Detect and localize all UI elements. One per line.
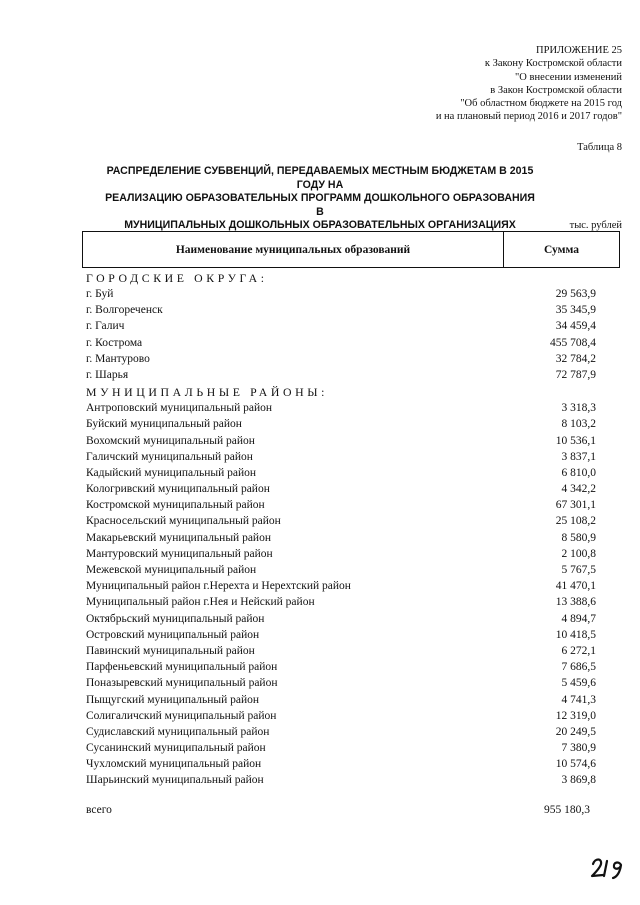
total-label: всего [86, 804, 112, 816]
municipality-name: Кадыйский муниципальный район [86, 466, 257, 479]
municipality-name: Павинский муниципальный район [86, 644, 255, 657]
table-row [86, 286, 626, 302]
table-row [86, 302, 626, 318]
title-line: МУНИЦИПАЛЬНЫХ ДОШКОЛЬНЫХ ОБРАЗОВАТЕЛЬНЫХ ОРГАНИЗАЦИЯХ [124, 219, 516, 232]
subsidy-amount: 35 345,9 [555, 304, 596, 317]
municipality-name: г. Галич [86, 320, 125, 333]
table-row [86, 627, 626, 643]
subsidy-amount: 12 319,0 [555, 709, 596, 722]
table-header [82, 231, 620, 268]
municipality-name: Сусанинский муниципальный район [86, 742, 266, 755]
appendix-line: "О внесении изменений [515, 71, 622, 83]
municipality-name: Парфеньевский муниципальный район [86, 661, 278, 674]
units-label: тыс. рублей [569, 220, 622, 231]
table-row [86, 513, 626, 529]
table-row [86, 497, 626, 513]
table-row [86, 400, 626, 416]
table-row [86, 465, 626, 481]
table-row [86, 692, 626, 708]
table-row [86, 675, 626, 691]
table-row [86, 546, 626, 562]
subsidy-amount: 5 459,6 [561, 677, 596, 690]
appendix-line: и на плановый период 2016 и 2017 годов" [435, 111, 622, 123]
appendix-note [292, 44, 622, 124]
header-sum: Сумма [544, 243, 579, 256]
subsidy-amount: 20 249,5 [555, 725, 596, 738]
header-name: Наименование муниципальных образований [83, 232, 504, 267]
subsidy-amount: 7 380,9 [561, 742, 596, 755]
municipality-name: Муниципальный район г.Нерехта и Нерехтский район [86, 580, 351, 593]
subsidy-amount: 34 459,4 [555, 320, 596, 333]
subsidy-amount: 3 869,8 [561, 774, 596, 787]
subsidy-amount: 2 100,8 [561, 547, 596, 560]
municipality-name: Поназыревский муниципальный район [86, 677, 278, 690]
title-line: РАСПРЕДЕЛЕНИЕ СУБВЕНЦИЙ, ПЕРЕДАВАЕМЫХ МЕСТНЫМ БЮДЖЕТАМ В 2015 ГОДУ НА [106, 165, 534, 191]
table-row [86, 530, 626, 546]
subsidy-amount: 8 103,2 [561, 418, 596, 431]
municipality-name: Кологривский муниципальный район [86, 483, 270, 496]
table-row [86, 562, 626, 578]
municipality-name: Межевской муниципальный район [86, 564, 257, 576]
section-heading: МУНИЦИПАЛЬНЫЕ РАЙОНЫ: [86, 385, 328, 400]
subsidy-amount: 41 470,1 [555, 580, 596, 593]
table-row [86, 433, 626, 449]
appendix-line: к Закону Костромской области [484, 58, 622, 70]
municipality-name: Островский муниципальный район [86, 628, 260, 641]
subsidy-amount: 6 272,1 [561, 644, 596, 657]
table-number: Таблица 8 [577, 142, 622, 153]
table-row [86, 756, 626, 772]
document-title [100, 165, 540, 233]
subsidy-amount: 7 686,5 [561, 661, 596, 674]
table-row [86, 481, 626, 497]
municipality-name: Макарьевский муниципальный район [86, 531, 271, 544]
table-row [86, 367, 626, 383]
table-row [86, 351, 626, 367]
subsidy-amount: 10 536,1 [555, 434, 596, 447]
total-sum: 955 180,3 [544, 804, 590, 816]
table-row [86, 659, 626, 675]
subsidy-amount: 32 784,2 [555, 352, 596, 365]
municipality-name: г. Шарья [86, 368, 129, 381]
municipality-name: г. Буй [86, 288, 114, 300]
municipality-name: Шарьинский муниципальный район [86, 774, 264, 787]
table-row [86, 335, 626, 351]
municipality-name: г. Кострома [86, 336, 143, 349]
subsidy-amount: 25 108,2 [555, 515, 596, 528]
table-row [86, 708, 626, 724]
subsidy-amount: 4 741,3 [561, 693, 596, 706]
table-row [86, 594, 626, 610]
subsidy-amount: 455 708,4 [550, 336, 596, 349]
subsidy-amount: 6 810,0 [561, 466, 596, 479]
total-row [86, 804, 590, 816]
table-row [86, 772, 626, 788]
table-row [86, 611, 626, 627]
municipality-name: Чухломский муниципальный район [86, 758, 262, 771]
table-row [86, 449, 626, 465]
table-row [86, 643, 626, 659]
handwritten-page-number [590, 852, 630, 880]
municipality-name: Пыщугский муниципальный район [86, 693, 260, 706]
subsidy-amount: 67 301,1 [555, 499, 596, 512]
municipality-name: Судиславский муниципальный район [86, 725, 270, 738]
municipality-name: Буйский муниципальный район [86, 418, 242, 431]
appendix-line: "Об областном бюджете на 2015 год [460, 98, 622, 110]
title-line: РЕАЛИЗАЦИЮ ОБРАЗОВАТЕЛЬНЫХ ПРОГРАММ ДОШКОЛЬНОГО ОБРАЗОВАНИЯ В [105, 192, 535, 218]
municipality-name: г. Мантурово [86, 352, 150, 365]
table-row [86, 416, 626, 432]
subsidy-amount: 72 787,9 [555, 368, 596, 381]
municipality-name: Муниципальный район г.Нея и Нейский район [86, 596, 315, 609]
subsidy-amount: 3 318,3 [561, 402, 596, 415]
subsidy-amount: 4 894,7 [561, 612, 596, 625]
municipality-name: Солигаличский муниципальный район [86, 709, 277, 722]
appendix-line: ПРИЛОЖЕНИЕ 25 [536, 45, 622, 56]
municipality-name: Вохомский муниципальный район [86, 434, 255, 447]
subsidy-amount: 3 837,1 [561, 450, 596, 463]
municipality-name: г. Волгореченск [86, 304, 163, 317]
subsidy-amount: 8 580,9 [561, 531, 596, 544]
municipality-name: Костромской муниципальный район [86, 499, 265, 512]
table-row [86, 318, 626, 334]
municipality-name: Галичский муниципальный район [86, 450, 253, 463]
subsidy-amount: 4 342,2 [561, 483, 596, 496]
municipality-name: Красносельский муниципальный район [86, 515, 281, 528]
municipality-name: Мантуровский муниципальный район [86, 547, 273, 560]
municipality-name: Антроповский муниципальный район [86, 402, 273, 415]
section-heading: ГОРОДСКИЕ ОКРУГА: [86, 271, 268, 285]
table-body [86, 270, 626, 796]
subsidy-amount: 10 574,6 [555, 758, 596, 771]
subsidy-amount: 29 563,9 [555, 288, 596, 300]
appendix-line: в Закон Костромской области [490, 84, 622, 96]
table-row [86, 724, 626, 740]
subsidy-amount: 13 388,6 [555, 596, 596, 609]
section-spacer [86, 789, 626, 796]
subsidy-amount: 5 767,5 [561, 564, 596, 576]
subsidy-amount: 10 418,5 [555, 628, 596, 641]
table-row [86, 578, 626, 594]
table-row [86, 740, 626, 756]
municipality-name: Октябрьский муниципальный район [86, 612, 265, 625]
